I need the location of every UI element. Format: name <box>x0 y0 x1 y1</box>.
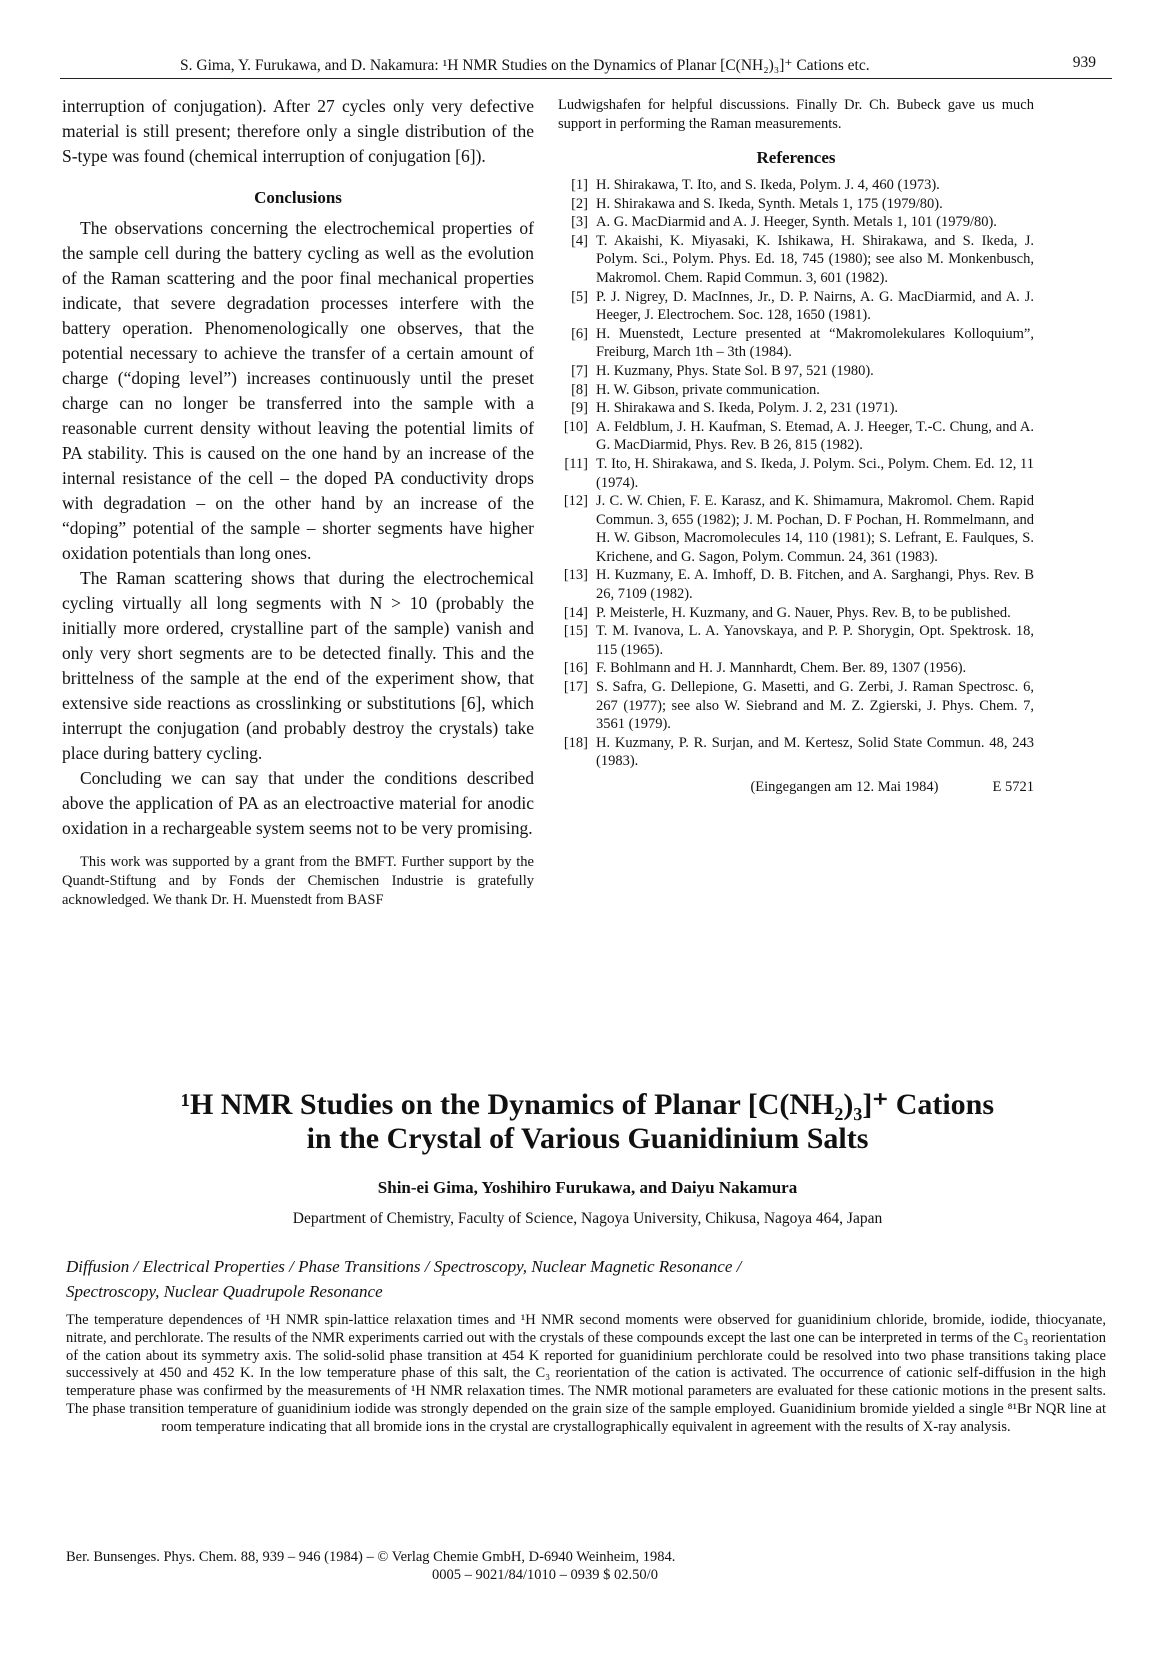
reference-number: [1] <box>571 177 588 193</box>
reference-text: H. Shirakawa, T. Ito, and S. Ikeda, Polym. J. 4, 460 (1973). <box>596 177 940 193</box>
reference-item <box>558 213 1034 232</box>
keywords-line-1: Diffusion / Electrical Properties / Phase Transitions / Spectroscopy, Nuclear Magnetic Resonance / <box>66 1257 742 1276</box>
acknowledgement: This work was supported by a grant from the BMFT. Further support by the Quandt-Stiftung and by Fonds der Chemischen Industrie is gratefully acknowledged. We thank Dr. H. Muenstedt from BASF <box>62 854 534 908</box>
reference-item <box>558 659 1034 678</box>
reference-item <box>558 399 1034 418</box>
conclusions-heading: Conclusions <box>254 188 342 207</box>
reference-item <box>558 362 1034 381</box>
reference-text: H. Shirakawa and S. Ikeda, Synth. Metals 1, 175 (1979/80). <box>596 195 943 212</box>
page-number: 939 <box>1072 54 1096 71</box>
reference-text: S. Safra, G. Dellepione, G. Masetti, and G. Zerbi, J. Raman Spectrosc. 6, 267 (1977); see also W. Siebrand and M. Z. Zgierski, J. Phys. Chem. 7, 3561 (1979). <box>596 679 1034 733</box>
reference-number: [2] <box>571 195 588 212</box>
reference-text: T. Akaishi, K. Miyasaki, K. Ishikawa, H. Shirakawa, and S. Ikeda, J. Polym. Sci., Polym. Phys. Ed. 18, 745 (1980); see also M. Monkenbusch, Makromol. Chem. Rapid Commun. 3, 601 (1982). <box>596 232 1034 286</box>
reference-number: [15] <box>563 623 588 640</box>
reference-item <box>558 455 1034 492</box>
reference-item <box>558 176 1034 195</box>
running-header <box>60 52 1112 78</box>
right-column <box>558 96 1034 796</box>
article-affiliation: Department of Chemistry, Faculty of Science, Nagoya University, Chikusa, Nagoya 464, Japan <box>292 1210 883 1227</box>
reference-text: P. Meisterle, H. Kuzmany, and G. Nauer, Phys. Rev. B, to be published. <box>596 604 1011 621</box>
article-keywords <box>66 1254 1106 1304</box>
reference-number: [6] <box>571 325 588 342</box>
reference-number: [14] <box>563 604 588 621</box>
continued-paragraph: interruption of conjugation). After 27 cycles only very defective material is still present; therefore only a single distribution of the S-type was found (chemical interruption of conjugation [6]). <box>62 96 534 166</box>
footer-citation: Ber. Bunsenges. Phys. Chem. 88, 939 – 946 (1984) – © Verlag Chemie GmbH, D-6940 Weinheim, 1984. <box>66 1549 676 1565</box>
reference-item <box>558 566 1034 603</box>
manuscript-code: E 5721 <box>992 779 1034 795</box>
reference-number: [7] <box>571 362 588 379</box>
reference-text: H. Shirakawa and S. Ikeda, Polym. J. 2, 231 (1971). <box>596 400 899 417</box>
reference-item <box>558 381 1034 400</box>
conclusions-paragraph-2: The Raman scattering shows that during the electrochemical cycling virtually all long segments with N > 10 (probably the initially more ordered, crystalline part of the sample) vanish and only very short segments are to be detected finally. This and the brittelness of the sample at the end of the experiment show, that extensive side reactions as crosslinking or substitutions [6], which interrupt the conjugation (and probably destroy the crystals) take place during battery cycling. <box>62 568 534 763</box>
reference-item <box>558 325 1034 362</box>
reference-text: H. Muenstedt, Lecture presented at “Makromolekulares Kolloquium”, Freiburg, March 1th – 3th (1984). <box>596 325 1034 361</box>
reference-text: H. Kuzmany, E. A. Imhoff, D. B. Fitchen, and A. Sarghangi, Phys. Rev. B 26, 7109 (1982). <box>596 567 1034 603</box>
reference-number: [17] <box>563 679 588 696</box>
reference-number: [10] <box>563 418 588 435</box>
reference-text: T. Ito, H. Shirakawa, and S. Ikeda, J. Polym. Sci., Polym. Chem. Ed. 12, 11 (1974). <box>596 455 1034 491</box>
reference-text: H. Kuzmany, P. R. Surjan, and M. Kertesz, Solid State Commun. 48, 243 (1983). <box>596 734 1034 770</box>
reference-item <box>558 418 1034 455</box>
reference-number: [3] <box>571 214 588 231</box>
reference-text: T. M. Ivanova, L. A. Yanovskaya, and P. P. Shorygin, Opt. Spektrosk. 18, 115 (1965). <box>596 623 1034 658</box>
reference-number: [13] <box>563 567 588 584</box>
reference-list <box>558 176 1034 771</box>
reference-number: [8] <box>571 381 588 398</box>
acknowledgement-continued: Ludwigshafen for helpful discussions. Finally Dr. Ch. Bubeck gave us much support in performing the Raman measurements. <box>558 97 1034 132</box>
reference-item <box>558 678 1034 734</box>
references-heading: References <box>756 148 836 167</box>
reference-text: H. Kuzmany, Phys. State Sol. B 97, 521 (1980). <box>596 362 874 379</box>
reference-number: [5] <box>571 288 588 305</box>
received-line <box>558 779 1034 796</box>
received-date: (Eingegangen am 12. Mai 1984) <box>750 779 939 795</box>
reference-number: [4] <box>571 232 588 249</box>
reference-number: [18] <box>563 734 588 751</box>
reference-item <box>558 492 1034 566</box>
article-title-line-1: ¹H NMR Studies on the Dynamics of Planar [C(NH₂)₃]⁺ Cations <box>180 1088 995 1121</box>
header-rule <box>60 78 1112 79</box>
running-head-text: S. Gima, Y. Furukawa, and D. Nakamura: ¹H NMR Studies on the Dynamics of Planar [C(NH₂)₃]⁺ Cations etc. <box>180 57 870 74</box>
journal-footer <box>66 1548 1106 1584</box>
article-title-line-2: in the Crystal of Various Guanidinium Salts <box>306 1122 869 1155</box>
article-abstract: The temperature dependences of ¹H NMR spin-lattice relaxation times and ¹H NMR second moments were observed for guanidinium chloride, bromide, iodide, thiocyanate, nitrate, and perchlorate. The results of the NMR experiments carried out with the crystals of these compounds except the last one can be interpreted in terms of the C₃ reorientation of the cation about its symmetry axis. The solid-solid phase transition at 454 K reported for guanidinium perchlorate could be resolved into two phase transitions taking place successively at 450 and 452 K. In the low temperature phase of this salt, the C₃ reorientation of the cation is activated. The occurrence of cationic self-diffusion in the high temperature phase was confirmed by the measurements of ¹H NMR relaxation times. The NMR motional parameters are evaluated for these cationic motions in the present salts. The phase transition temperature of guanidinium iodide was strongly depended on the grain size of the sample employed. Guanidinium bromide yielded a single ⁸¹Br NQR line at room temperature indicating that all bromide ions in the crystal are crystallographically equivalent in agreement with the results of X-ray analysis. <box>66 1312 1106 1435</box>
article-title <box>100 1088 1075 1156</box>
keywords-line-2: Spectroscopy, Nuclear Quadrupole Resonance <box>66 1282 383 1301</box>
reference-number: [12] <box>563 493 588 510</box>
reference-text: P. J. Nigrey, D. MacInnes, Jr., D. P. Nairns, A. G. MacDiarmid, and A. J. Heeger, J. Electrochem. Soc. 128, 1650 (1981). <box>596 288 1034 324</box>
reference-text: A. Feldblum, J. H. Kaufman, S. Etemad, A. J. Heeger, T.-C. Chung, and A. G. MacDiarmid, Phys. Rev. B 26, 815 (1982). <box>596 418 1034 454</box>
reference-item <box>558 604 1034 623</box>
reference-number: [16] <box>563 660 588 677</box>
left-column <box>62 94 534 910</box>
article-authors: Shin-ei Gima, Yoshihiro Furukawa, and Daiyu Nakamura <box>377 1178 798 1197</box>
reference-item <box>558 622 1034 659</box>
reference-number: [9] <box>571 400 588 417</box>
reference-text: A. G. MacDiarmid and A. J. Heeger, Synth. Metals 1, 101 (1979/80). <box>596 214 997 231</box>
reference-text: J. C. W. Chien, F. E. Karasz, and K. Shimamura, Makromol. Chem. Rapid Commun. 3, 655 (1982); J. M. Pochan, D. F Pochan, H. Rommelmann, and H. W. Gibson, Macromolecules 14, 110 (1981); S. Lefrant, E. Faulques, S. Krichene, and G. Sagon, Polym. Commun. 24, 361 (1983). <box>596 493 1034 565</box>
reference-item <box>558 195 1034 214</box>
reference-text: F. Bohlmann and H. J. Mannhardt, Chem. Ber. 89, 1307 (1956). <box>596 660 967 677</box>
footer-code: 0005 – 9021/84/1010 – 0939 $ 02.50/0 <box>432 1567 658 1583</box>
reference-text: H. W. Gibson, private communication. <box>596 381 820 398</box>
conclusions-paragraph-1: The observations concerning the electrochemical properties of the sample cell during the battery cycling as well as the evolution of the Raman scattering and the poor final mechanical properties indicate, that severe degradation processes interfere with the battery operation. Phenomenologically one observes, that the potential necessary to achieve the transfer of a certain amount of charge (“doping level”) increases continuously until the preset charge can no longer be transferred into the sample with a reasonable current density without leaving the potential limits of PA stability. This is caused on the one hand by an increase of the internal resistance of the cell – the doped PA conductivity drops with degradation – on the other hand by an increase of the “doping” potential of the sample – shorter segments have higher oxidation potentials than long ones. <box>62 218 534 563</box>
reference-number: [11] <box>564 455 588 472</box>
reference-item <box>558 288 1034 325</box>
reference-item <box>558 734 1034 771</box>
conclusions-paragraph-3: Concluding we can say that under the conditions described above the application of PA as an electroactive material for anodic oxidation in a rechargeable system seems not to be very promising. <box>62 768 534 838</box>
reference-item <box>558 232 1034 288</box>
